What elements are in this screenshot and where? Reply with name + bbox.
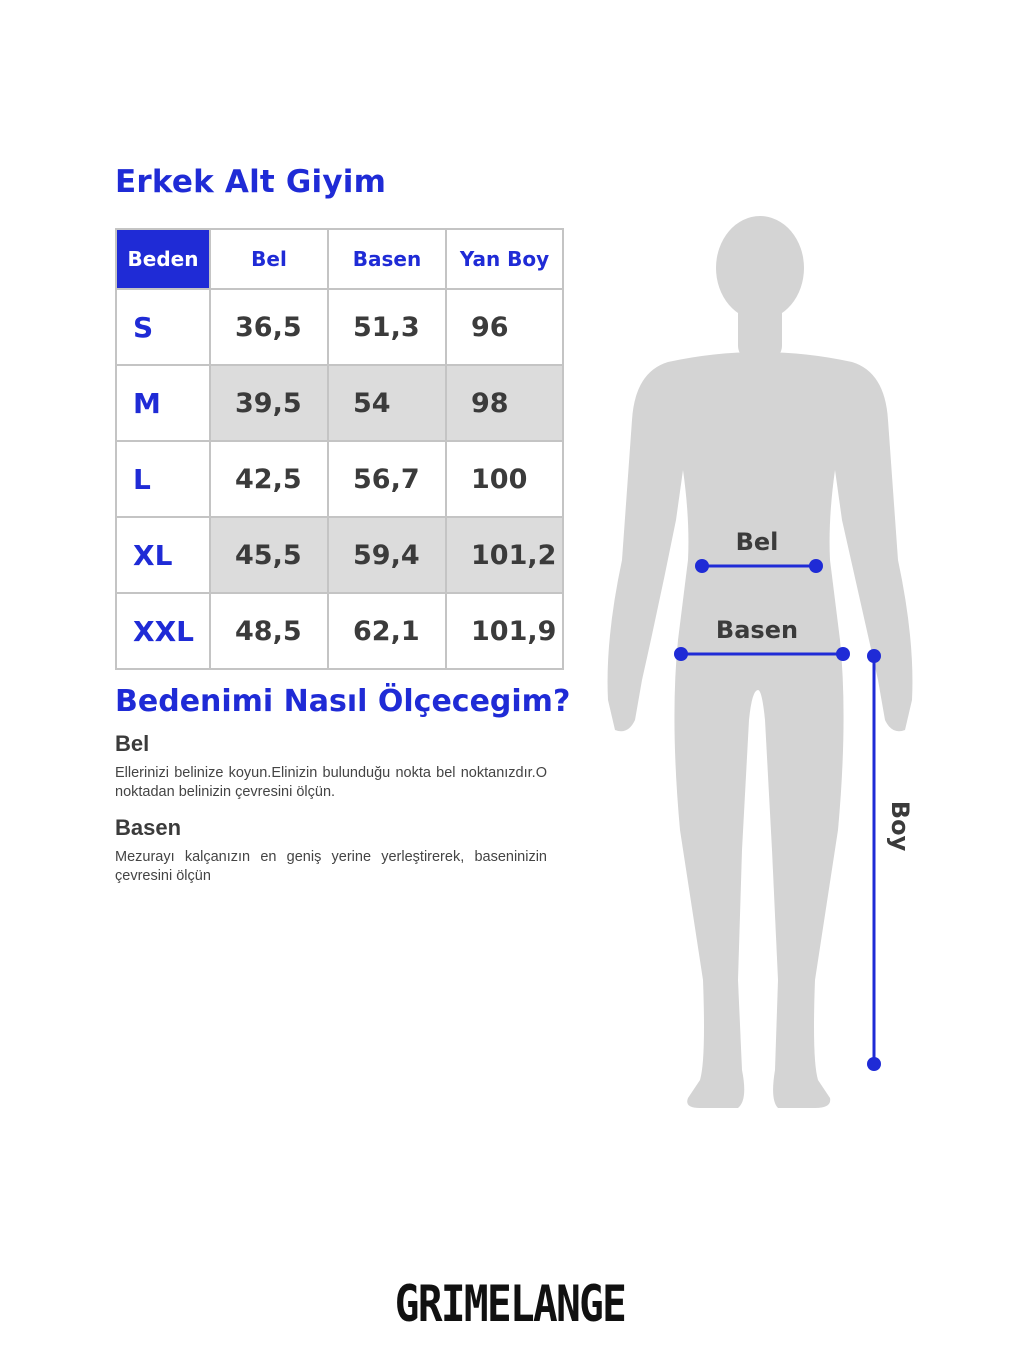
table-row — [116, 365, 563, 441]
bel-cell: 45,5 — [210, 517, 328, 593]
bel-cell: 36,5 — [210, 289, 328, 365]
size-cell: M — [116, 365, 210, 441]
body-measurement-figure — [590, 200, 930, 1120]
header-bel: Bel — [210, 229, 328, 289]
bel-heading: Bel — [115, 731, 150, 756]
page-title: Erkek Alt Giyim — [115, 164, 387, 200]
table-row — [116, 517, 563, 593]
table-row — [116, 593, 563, 669]
table-header-row — [116, 229, 563, 289]
boy-measure-line — [867, 649, 881, 1071]
basen-heading: Basen — [115, 815, 182, 840]
size-table — [115, 228, 564, 670]
yan-boy-cell: 96 — [446, 289, 563, 365]
size-cell: XXL — [116, 593, 210, 669]
boy-label: Boy — [886, 800, 914, 852]
basen-cell: 56,7 — [328, 441, 446, 517]
basen-cell: 51,3 — [328, 289, 446, 365]
brand-logo: GRIMELANGE — [394, 1275, 626, 1333]
bel-label: Bel — [735, 528, 779, 556]
yan-boy-cell: 101,2 — [446, 517, 563, 593]
body-silhouette — [608, 216, 913, 1108]
size-cell: XL — [116, 517, 210, 593]
yan-boy-cell: 100 — [446, 441, 563, 517]
yan-boy-cell: 98 — [446, 365, 563, 441]
header-beden: Beden — [116, 229, 210, 289]
header-basen: Basen — [328, 229, 446, 289]
size-cell: S — [116, 289, 210, 365]
header-yan-boy: Yan Boy — [446, 229, 563, 289]
basen-cell: 54 — [328, 365, 446, 441]
bel-cell: 39,5 — [210, 365, 328, 441]
how-to-measure-title: Bedenimi Nasıl Ölçecegim? — [115, 684, 571, 719]
table-row — [116, 441, 563, 517]
yan-boy-cell: 101,9 — [446, 593, 563, 669]
basen-label: Basen — [715, 616, 799, 644]
table-row — [116, 289, 563, 365]
size-cell: L — [116, 441, 210, 517]
bel-cell: 48,5 — [210, 593, 328, 669]
bel-cell: 42,5 — [210, 441, 328, 517]
bel-instructions: Ellerinizi belinize koyun.Elinizin bulunduğu nokta bel noktanızdır.O noktadan belinizin çevresini ölçün. — [115, 765, 547, 800]
basen-cell: 62,1 — [328, 593, 446, 669]
basen-instructions: Mezurayı kalçanızın en geniş yerine yerleştirerek, baseninizin çevresini ölçün — [115, 849, 547, 884]
basen-cell: 59,4 — [328, 517, 446, 593]
